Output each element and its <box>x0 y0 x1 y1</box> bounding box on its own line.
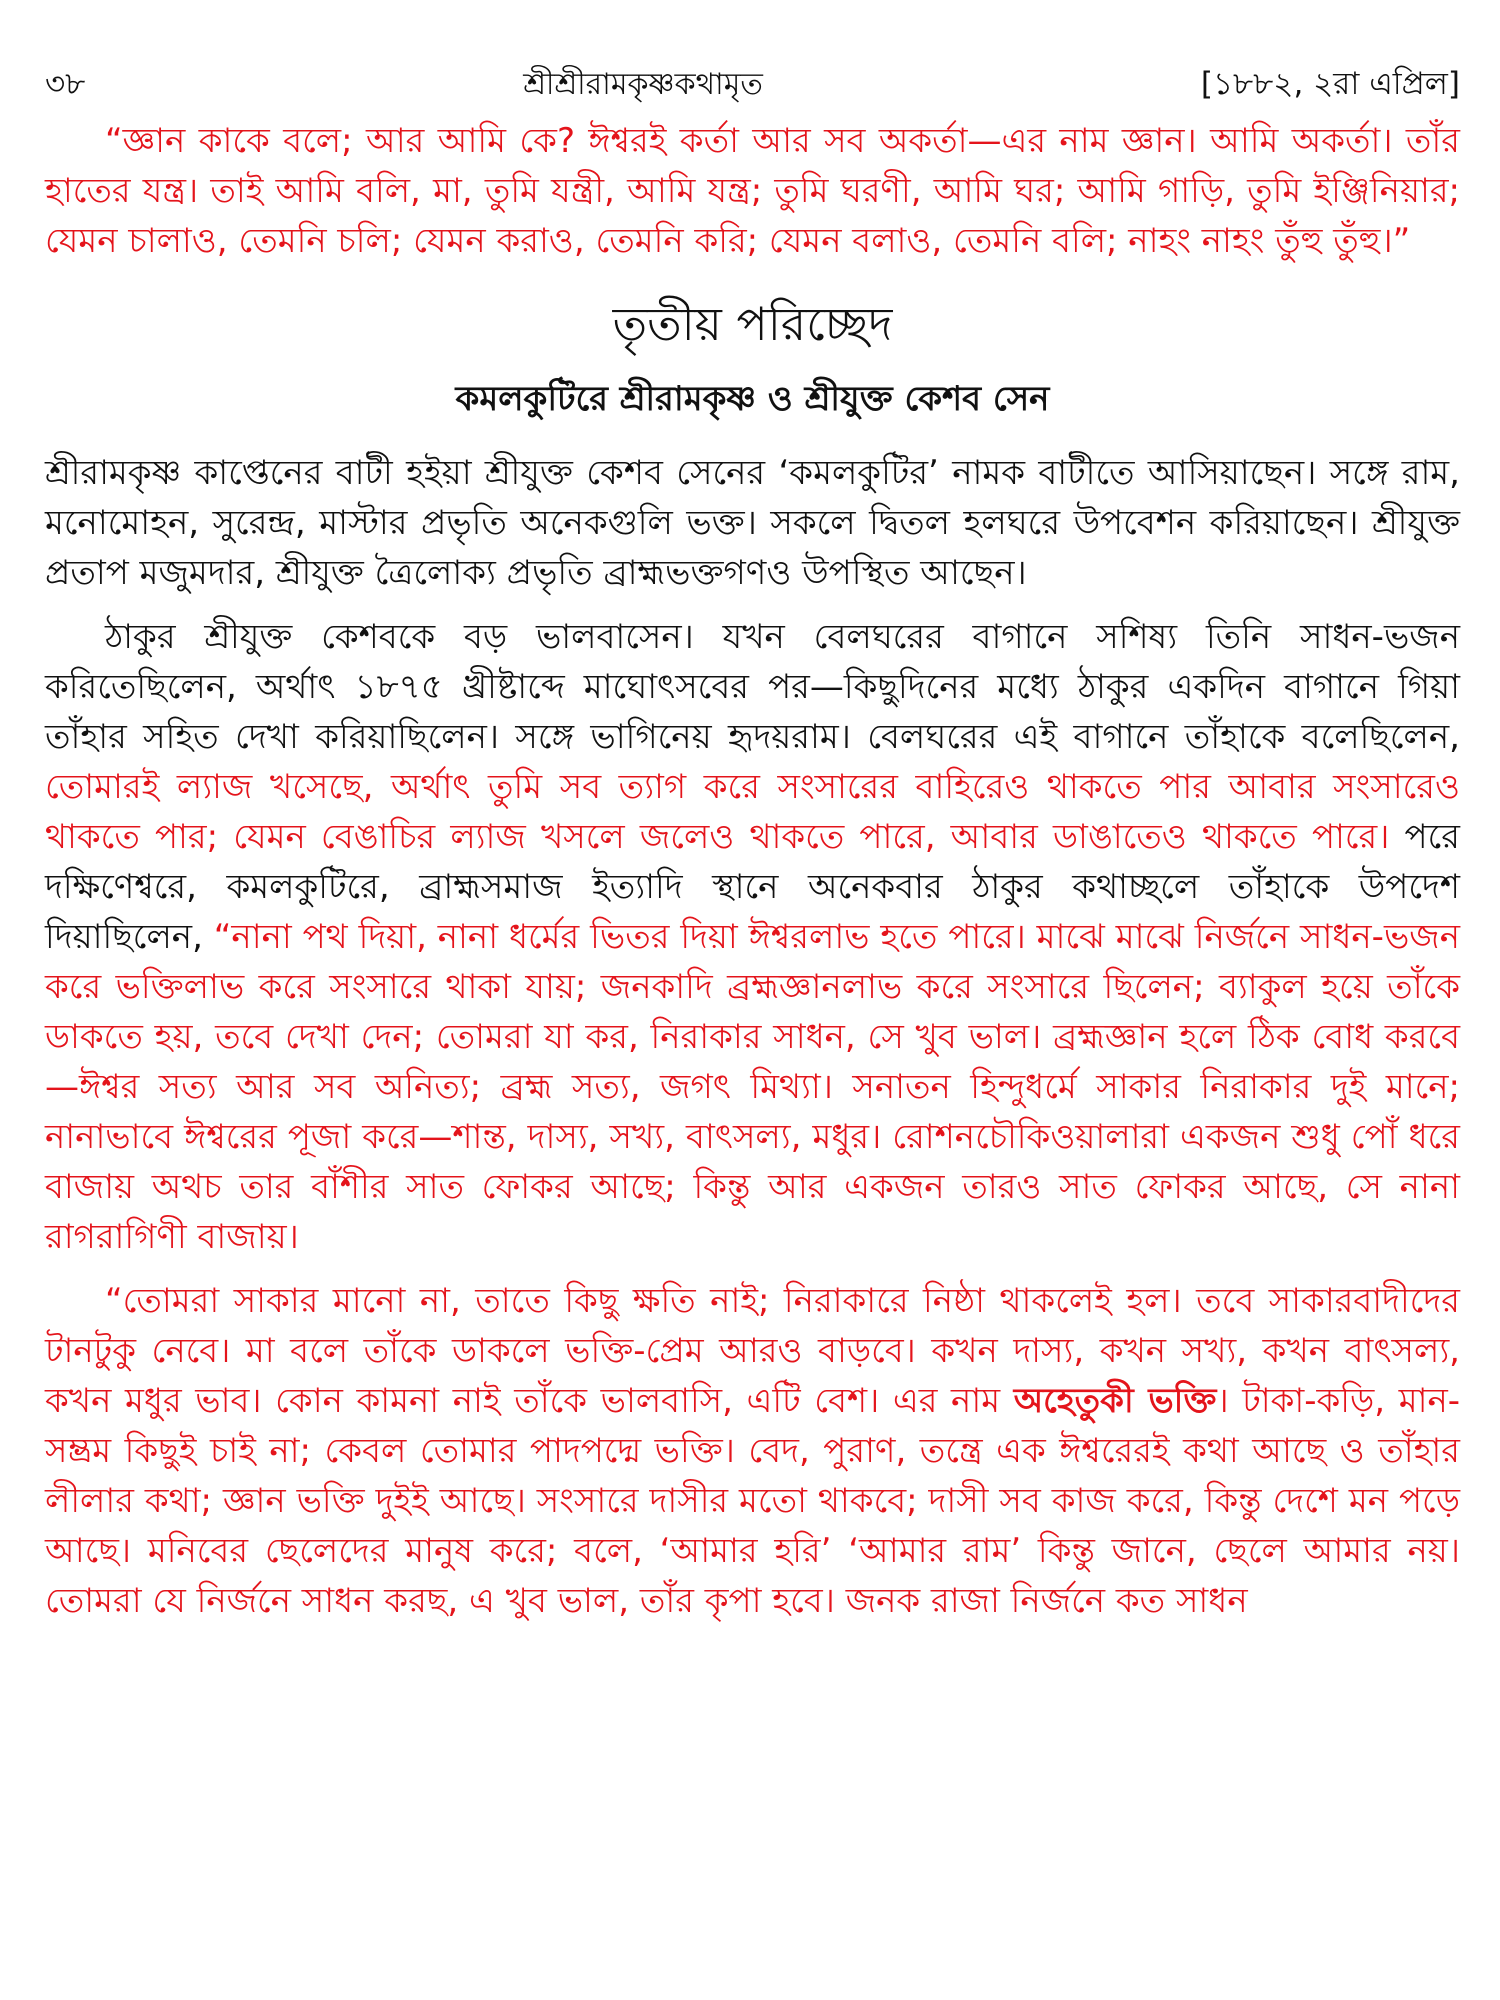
chapter-heading: তৃতীয় পরিচ্ছেদ <box>612 297 893 351</box>
narrative-paragraph-1: শ্রীরামকৃষ্ণ কাপ্তেনের বাটী হইয়া শ্রীযুক্ত কেশব সেনের ‘কমলকুটির’ নামক বাটীতে আসিয়াছেন। সঙ্গে রাম, মনোমোহন, সুরেন্দ্র, মাস্টার প্রভৃতি অনেকগুলি ভক্ত। সকলে দ্বিতল হলঘরে উপবেশন করিয়াছেন। শ্রীযুক্ত প্রতাপ মজুমদার, শ্রীযুক্ত ত্রৈলোক্য প্রভৃতি ব্রাহ্মভক্তগণও উপস্থিত আছেন। <box>45 453 1460 593</box>
page-number: ৩৮ <box>45 66 86 102</box>
quote-text: “নানা পথ দিয়া, নানা ধর্মের ভিতর দিয়া ঈশ্বরলাভ হতে পারে। মাঝে মাঝে নির্জনে সাধন-ভজন করে ভক্তিলাভ করে সংসারে থাকা যায়; জনকাদি ব্রহ্মজ্ঞানলাভ করে সংসারে ছিলেন; ব্যাকুল হয়ে তাঁকে ডাকতে হয়, তবে দেখা দেন; তোমরা যা কর, নিরাকার সাধন, সে খুব ভাল। ব্রহ্মজ্ঞান হলে ঠিক বোধ করবে—ঈশ্বর সত্য আর সব অনিত্য; ব্রহ্ম সত্য, জগৎ মিথ্যা। সনাতন হিন্দুধর্মে সাকার নিরাকার দুই মানে; নানাভাবে ঈশ্বরের পূজা করে—শান্ত, দাস্য, সখ্য, বাৎসল্য, মধুর। রোশনচৌকিওয়ালারা একজন শুধু পোঁ ধরে বাজায় অথচ তার বাঁশীর সাত ফোকর আছে; কিন্তু আর একজন তারও সাত ফোকর আছে, সে নানা রাগরাগিণী বাজায়। <box>45 917 1460 1257</box>
section-heading: কমলকুটিরে শ্রীরামকৃষ্ণ ও শ্রীযুক্ত কেশব সেন <box>455 379 1050 419</box>
opening-quote-paragraph: “জ্ঞান কাকে বলে; আর আমি কে? ঈশ্বরই কর্তা আর সব অকর্তা—এর নাম জ্ঞান। আমি অকর্তা। তাঁর হাতের যন্ত্র। তাই আমি বলি, মা, তুমি যন্ত্রী, আমি যন্ত্র; তুমি ঘরণী, আমি ঘর; আমি গাড়ি, তুমি ইঞ্জিনিয়ার; যেমন চালাও, তেমনি চলি; যেমন করাও, তেমনি করি; যেমন বলাও, তেমনি বলি; নাহং নাহং তুঁহু তুঁহু।” <box>45 121 1460 261</box>
quote-text: । টাকা-কড়ি, মান-সম্ভ্রম কিছুই চাই না; কেবল তোমার পাদপদ্মে ভক্তি। বেদ, পুরাণ, তন্ত্রে এক ঈশ্বরেরই কথা আছে ও তাঁহার লীলার কথা; জ্ঞান ভক্তি দুইই আছে। সংসারে দাসীর মতো থাকবে; দাসী সব কাজ করে, কিন্তু দেশে মন পড়ে আছে। মনিবের ছেলেদের মানুষ করে; বলে, ‘আমার হরি’ ‘আমার রাম’ কিন্তু জানে, ছেলে আমার নয়। তোমরা যে নির্জনে সাধন করছ, এ খুব ভাল, তাঁর কৃপা হবে। জনক রাজা নির্জনে কত সাধন <box>45 1381 1461 1621</box>
quote-paragraph <box>45 1276 1460 1626</box>
book-title: শ্রীশ্রীরামকৃষ্ণকথামৃত <box>523 67 763 102</box>
narrative-paragraph-2 <box>45 612 1460 1262</box>
narration-text: ঠাকুর শ্রীযুক্ত কেশবকে বড় ভালবাসেন। যখন বেলঘরের বাগানে সশিষ্য তিনি সাধন-ভজন করিতেছিলেন, অর্থাৎ ১৮৭৫ খ্রীষ্টাব্দে মাঘোৎসবের পর—কিছুদিনের মধ্যে ঠাকুর একদিন বাগানে গিয়া তাঁহার সহিত দেখা করিয়াছিলেন। সঙ্গে ভাগিনেয় হৃদয়রাম। বেলঘরের এই বাগানে তাঁহাকে বলেছিলেন, <box>45 617 1460 757</box>
emphasized-term: অহেতুকী ভক্তি <box>1013 1381 1217 1421</box>
narration-text: পরে দক্ষিণেশ্বরে, কমলকুটিরে, ব্রাহ্মসমাজ ইত্যাদি স্থানে অনেকবার ঠাকুর কথাচ্ছলে তাঁহাকে উপদেশ দিয়াছিলেন, <box>45 817 1460 957</box>
date-reference: [১৮৮২, ২রা এপ্রিল] <box>1200 66 1460 102</box>
page-header <box>45 60 1460 116</box>
quote-text: “তোমরা সাকার মানো না, তাতে কিছু ক্ষতি নাই; নিরাকারে নিষ্ঠা থাকলেই হল। তবে সাকারবাদীদের টানটুকু নেবে। মা বলে তাঁকে ডাকলে ভক্তি-প্রেম আরও বাড়বে। কখন দাস্য, কখন সখ্য, কখন বাৎসল্য, কখন মধুর ভাব। কোন কামনা নাই তাঁকে ভালবাসি, এটি বেশ। এর নাম <box>45 1281 1460 1421</box>
quote-text: তোমারই ল্যাজ খসেছে, অর্থাৎ তুমি সব ত্যাগ করে সংসারের বাহিরেও থাকতে পার আবার সংসারেও থাকতে পার; যেমন বেঙাচির ল্যাজ খসলে জলেও থাকতে পারে, আবার ডাঙাতেও থাকতে পারে। <box>45 767 1460 857</box>
